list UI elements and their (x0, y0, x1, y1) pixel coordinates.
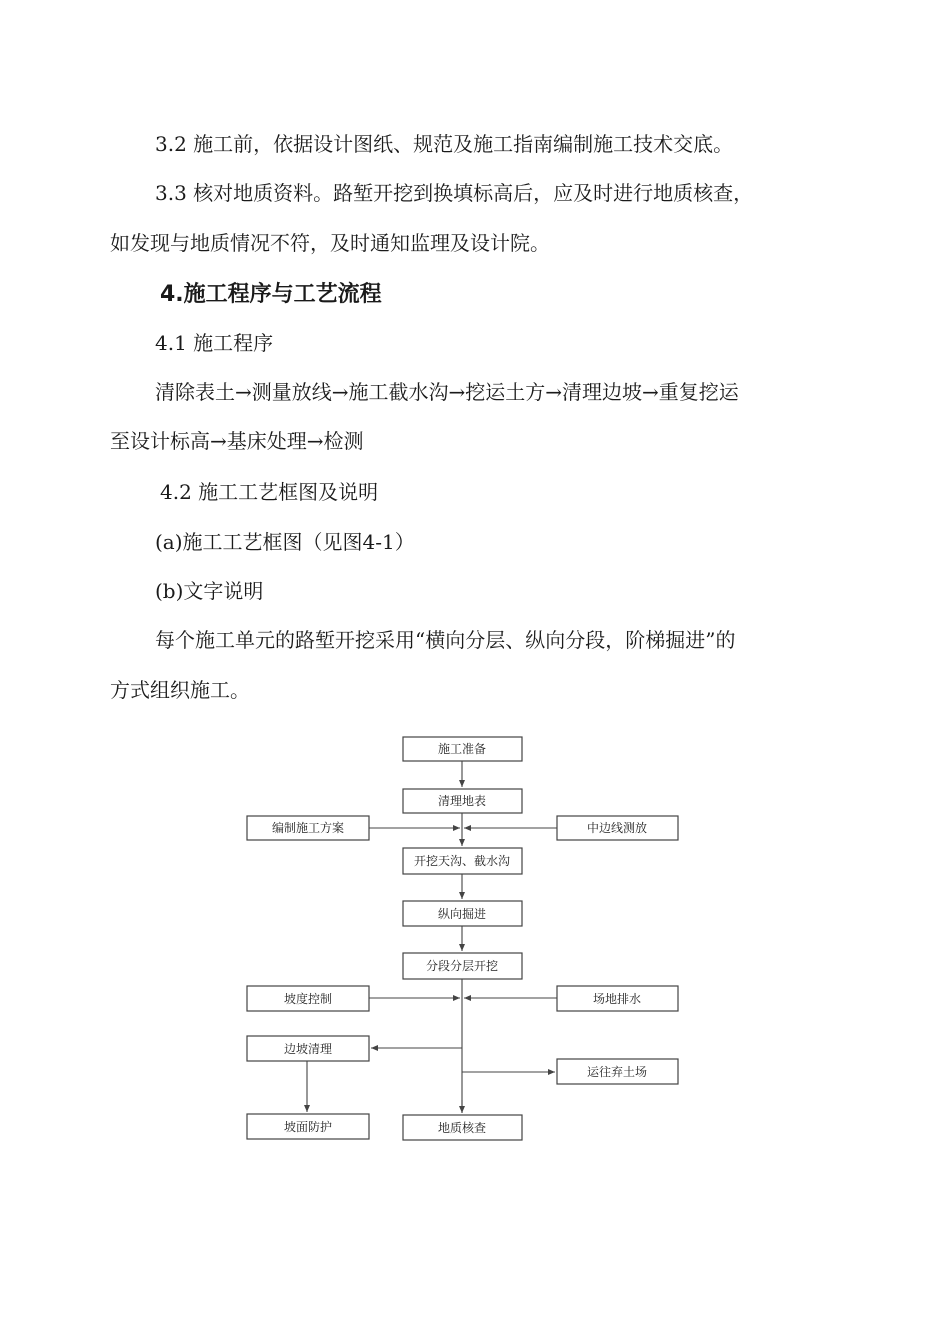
description-line2: 方式组织施工。 (110, 678, 250, 702)
box-prepare-label: 施工准备 (437, 742, 487, 756)
box-survey-label: 中边线测放 (586, 821, 648, 835)
box-geo-check (403, 1115, 522, 1140)
paragraph-4-1: 4.1 施工程序 (155, 331, 274, 355)
description-line1: 每个施工单元的路堑开挖采用“横向分层、纵向分段，阶梯掘进”的 (155, 628, 736, 652)
box-prepare (403, 737, 522, 761)
box-slope-protect (247, 1114, 369, 1139)
box-ditch (403, 848, 522, 874)
box-longitudinal (403, 901, 522, 926)
box-geo-check-label: 地质核查 (437, 1121, 487, 1135)
box-slope-control (247, 986, 369, 1011)
box-plan-label: 编制施工方案 (271, 821, 345, 835)
box-drainage (557, 986, 678, 1011)
paragraph-b: (b)文字说明 (155, 579, 264, 603)
box-slope-clean-label: 边坡清理 (283, 1042, 333, 1056)
box-layered-label: 分段分层开挖 (425, 959, 499, 973)
box-haul (557, 1059, 678, 1084)
box-slope-clean (247, 1036, 369, 1061)
paragraph-a: (a)施工工艺框图（见图4-1） (155, 530, 415, 554)
paragraph-4-2: 4.2 施工工艺框图及说明 (160, 480, 379, 504)
procedure-line1: 清除表土→测量放线→施工截水沟→挖运土方→清理边坡→重复挖运 (155, 380, 739, 404)
paragraph-3-3-line1: 3.3 核对地质资料。路堑开挖到换填标高后，应及时进行地质核查， (155, 181, 754, 205)
paragraph-3-2: 3.2 施工前，依据设计图纸、规范及施工指南编制施工技术交底。 (155, 132, 734, 156)
procedure-line2: 至设计标高→基床处理→检测 (110, 429, 364, 453)
box-ditch-label: 开挖天沟、截水沟 (413, 854, 511, 868)
box-slope-control-label: 坡度控制 (283, 992, 333, 1006)
box-haul-label: 运往弃土场 (586, 1065, 648, 1079)
box-layered (403, 953, 522, 979)
box-longitudinal-label: 纵向掘进 (437, 907, 487, 921)
section-4-heading: 4.施工程序与工艺流程 (160, 282, 382, 307)
box-clear-surface-label: 清理地表 (437, 794, 487, 808)
box-slope-protect-label: 坡面防护 (283, 1120, 333, 1134)
box-drainage-label: 场地排水 (592, 992, 642, 1006)
box-survey (557, 816, 678, 840)
box-clear-surface (403, 789, 522, 813)
box-plan (247, 816, 369, 840)
paragraph-3-3-line2: 如发现与地质情况不符，及时通知监理及设计院。 (110, 231, 550, 255)
